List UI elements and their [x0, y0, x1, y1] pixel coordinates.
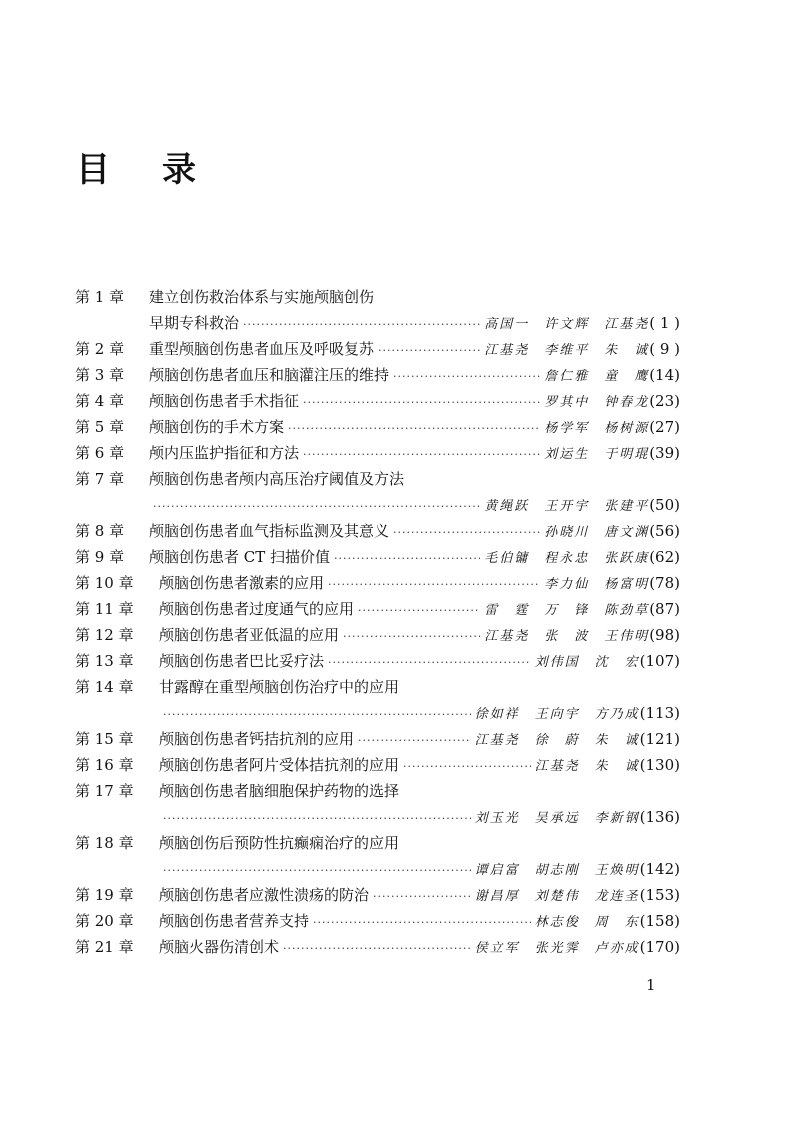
chapter-number: 第 16 章	[75, 756, 134, 774]
chapter-authors: 孙晓川 唐文渊	[544, 525, 650, 540]
chapter-number: 第 4 章	[75, 392, 125, 410]
chapter-title: 颅脑创伤患者钙拮抗剂的应用	[159, 730, 355, 748]
chapter-number: 第 12 章	[75, 626, 134, 644]
chapter-title: 颅脑创伤患者血气指标监测及其意义	[149, 522, 390, 540]
toc-entry[interactable]	[75, 726, 680, 752]
chapter-page: (62)	[649, 548, 680, 566]
dot-leader	[328, 572, 540, 598]
dot-leader	[163, 702, 471, 728]
chapter-title: 颅脑火器伤清创术	[159, 938, 280, 956]
dot-leader	[303, 442, 540, 468]
toc-entry[interactable]	[75, 518, 680, 544]
dot-leader	[373, 884, 471, 910]
chapter-number: 第 8 章	[75, 522, 125, 540]
chapter-title: 颅脑创伤后预防性抗癫痫治疗的应用	[159, 834, 400, 852]
dot-leader	[163, 858, 471, 884]
toc-entry[interactable]	[75, 778, 680, 804]
chapter-page: (113)	[639, 704, 680, 722]
chapter-page: (107)	[639, 652, 680, 670]
toc-entry[interactable]	[75, 830, 680, 856]
chapter-page: (142)	[639, 860, 680, 878]
dot-leader	[153, 494, 480, 520]
chapter-authors: 雷 霆 万 锋 陈劲草	[484, 603, 650, 618]
chapter-page: (87)	[649, 600, 680, 618]
dot-leader	[393, 364, 540, 390]
chapter-page: (14)	[649, 366, 680, 384]
dot-leader	[358, 728, 471, 754]
dot-leader	[334, 546, 480, 572]
chapter-page: (50)	[649, 496, 680, 514]
chapter-title: 颅脑创伤患者血压和脑灌注压的维持	[149, 366, 390, 384]
chapter-title: 颅脑创伤患者激素的应用	[159, 574, 325, 592]
chapter-number: 第 13 章	[75, 652, 134, 670]
table-of-contents	[75, 284, 680, 960]
chapter-title: 甘露醇在重型颅脑创伤治疗中的应用	[159, 678, 400, 696]
chapter-number: 第 18 章	[75, 834, 134, 852]
toc-entry[interactable]	[75, 934, 680, 960]
toc-entry[interactable]	[75, 648, 680, 674]
toc-entry[interactable]	[75, 752, 680, 778]
chapter-authors: 江基尧 张 波 王伟明	[484, 629, 650, 644]
dot-leader	[303, 390, 540, 416]
toc-entry[interactable]	[75, 596, 680, 622]
chapter-number: 第 14 章	[75, 678, 134, 696]
chapter-authors: 刘运生 于明琨	[544, 447, 650, 462]
chapter-title: 颅脑创伤患者脑细胞保护药物的选择	[159, 782, 400, 800]
title-char: 目	[76, 150, 110, 190]
chapter-title: 颅脑创伤患者应激性溃疡的防治	[159, 886, 370, 904]
dot-leader	[328, 650, 531, 676]
dot-leader	[288, 416, 540, 442]
toc-entry[interactable]	[75, 570, 680, 596]
toc-entry[interactable]	[75, 700, 680, 726]
chapter-title: 颅脑创伤患者营养支持	[159, 912, 310, 930]
chapter-number: 第 11 章	[75, 600, 134, 618]
chapter-number: 第 17 章	[75, 782, 134, 800]
chapter-page: ( 9 )	[649, 340, 680, 358]
chapter-title: 重型颅脑创伤患者血压及呼吸复苏	[149, 340, 375, 358]
chapter-number: 第 21 章	[75, 938, 134, 956]
chapter-title: 颅脑创伤患者过度通气的应用	[159, 600, 355, 618]
dot-leader	[283, 936, 471, 962]
title-char: 录	[162, 150, 196, 190]
chapter-title: 建立创伤救治体系与实施颅脑创伤	[149, 288, 375, 306]
chapter-page: (39)	[649, 444, 680, 462]
chapter-page: ( 1 )	[649, 314, 680, 332]
dot-leader	[313, 910, 531, 936]
toc-entry[interactable]	[75, 908, 680, 934]
page-title	[76, 142, 196, 191]
chapter-number: 第 10 章	[75, 574, 134, 592]
toc-entry[interactable]	[75, 544, 680, 570]
chapter-page: (98)	[649, 626, 680, 644]
chapter-authors: 徐如祥 王向宇 方乃成	[474, 707, 640, 722]
chapter-page: (23)	[649, 392, 680, 410]
chapter-authors: 高国一 许文辉 江基尧	[484, 317, 650, 332]
chapter-title: 颅脑创伤患者巴比妥疗法	[159, 652, 325, 670]
toc-entry[interactable]	[75, 414, 680, 440]
dot-leader	[163, 806, 471, 832]
chapter-authors: 林志俊 周 东	[534, 915, 640, 930]
chapter-number: 第 2 章	[75, 340, 125, 358]
dot-leader	[403, 754, 531, 780]
toc-entry[interactable]	[75, 856, 680, 882]
chapter-authors: 黄绳跃 王开宇 张建平	[484, 499, 650, 514]
toc-entry[interactable]	[75, 284, 680, 310]
chapter-page: (158)	[639, 912, 680, 930]
chapter-authors: 谭启富 胡志刚 王焕明	[474, 863, 640, 878]
toc-entry[interactable]	[75, 882, 680, 908]
chapter-title: 颅脑创伤患者颅内高压治疗阈值及方法	[149, 470, 405, 488]
chapter-number: 第 15 章	[75, 730, 134, 748]
chapter-title: 颅脑创伤患者 CT 扫描价值	[149, 548, 331, 566]
chapter-page: (170)	[639, 938, 680, 956]
chapter-number: 第 3 章	[75, 366, 125, 384]
chapter-title: 颅内压监护指征和方法	[149, 444, 300, 462]
chapter-authors: 詹仁雅 童 鹰	[544, 369, 650, 384]
chapter-authors: 江基尧 朱 诚	[534, 759, 640, 774]
chapter-authors: 刘玉光 吴承远 李新钢	[474, 811, 640, 826]
toc-entry[interactable]	[75, 336, 680, 362]
chapter-page: (56)	[649, 522, 680, 540]
chapter-title: 颅脑创伤的手术方案	[149, 418, 285, 436]
dot-leader	[378, 338, 480, 364]
chapter-title: 颅脑创伤患者亚低温的应用	[159, 626, 340, 644]
chapter-page: (78)	[649, 574, 680, 592]
dot-leader	[358, 598, 480, 624]
dot-leader	[393, 520, 540, 546]
chapter-authors: 江基尧 李维平 朱 诚	[484, 343, 650, 358]
chapter-page: (153)	[639, 886, 680, 904]
chapter-number: 第 1 章	[75, 288, 125, 306]
chapter-authors: 毛伯镛 程永忠 张跃康	[484, 551, 650, 566]
toc-entry[interactable]	[75, 440, 680, 466]
chapter-number: 第 7 章	[75, 470, 125, 488]
page-number: 1	[646, 976, 656, 994]
chapter-title: 早期专科救治	[149, 314, 240, 332]
toc-entry[interactable]	[75, 388, 680, 414]
toc-entry[interactable]	[75, 804, 680, 830]
chapter-authors: 杨学军 杨树源	[544, 421, 650, 436]
chapter-authors: 李力仙 杨富明	[544, 577, 650, 592]
chapter-title: 颅脑创伤患者手术指征	[149, 392, 300, 410]
toc-entry[interactable]	[75, 466, 680, 492]
chapter-page: (27)	[649, 418, 680, 436]
chapter-number: 第 19 章	[75, 886, 134, 904]
chapter-authors: 罗其中 钟春龙	[544, 395, 650, 410]
chapter-page: (121)	[639, 730, 680, 748]
chapter-title: 颅脑创伤患者阿片受体拮抗剂的应用	[159, 756, 400, 774]
chapter-number: 第 9 章	[75, 548, 125, 566]
chapter-authors: 刘伟国 沈 宏	[534, 655, 640, 670]
chapter-page: (136)	[639, 808, 680, 826]
toc-entry[interactable]	[75, 362, 680, 388]
toc-entry[interactable]	[75, 310, 680, 336]
chapter-authors: 侯立军 张光霁 卢亦成	[474, 941, 640, 956]
toc-entry[interactable]	[75, 674, 680, 700]
chapter-number: 第 20 章	[75, 912, 134, 930]
dot-leader	[243, 312, 480, 338]
chapter-page: (130)	[639, 756, 680, 774]
chapter-authors: 江基尧 徐 蔚 朱 诚	[474, 733, 640, 748]
dot-leader	[343, 624, 480, 650]
toc-entry[interactable]	[75, 492, 680, 518]
chapter-authors: 谢昌厚 刘楚伟 龙连圣	[474, 889, 640, 904]
toc-entry[interactable]	[75, 622, 680, 648]
chapter-number: 第 5 章	[75, 418, 125, 436]
chapter-number: 第 6 章	[75, 444, 125, 462]
